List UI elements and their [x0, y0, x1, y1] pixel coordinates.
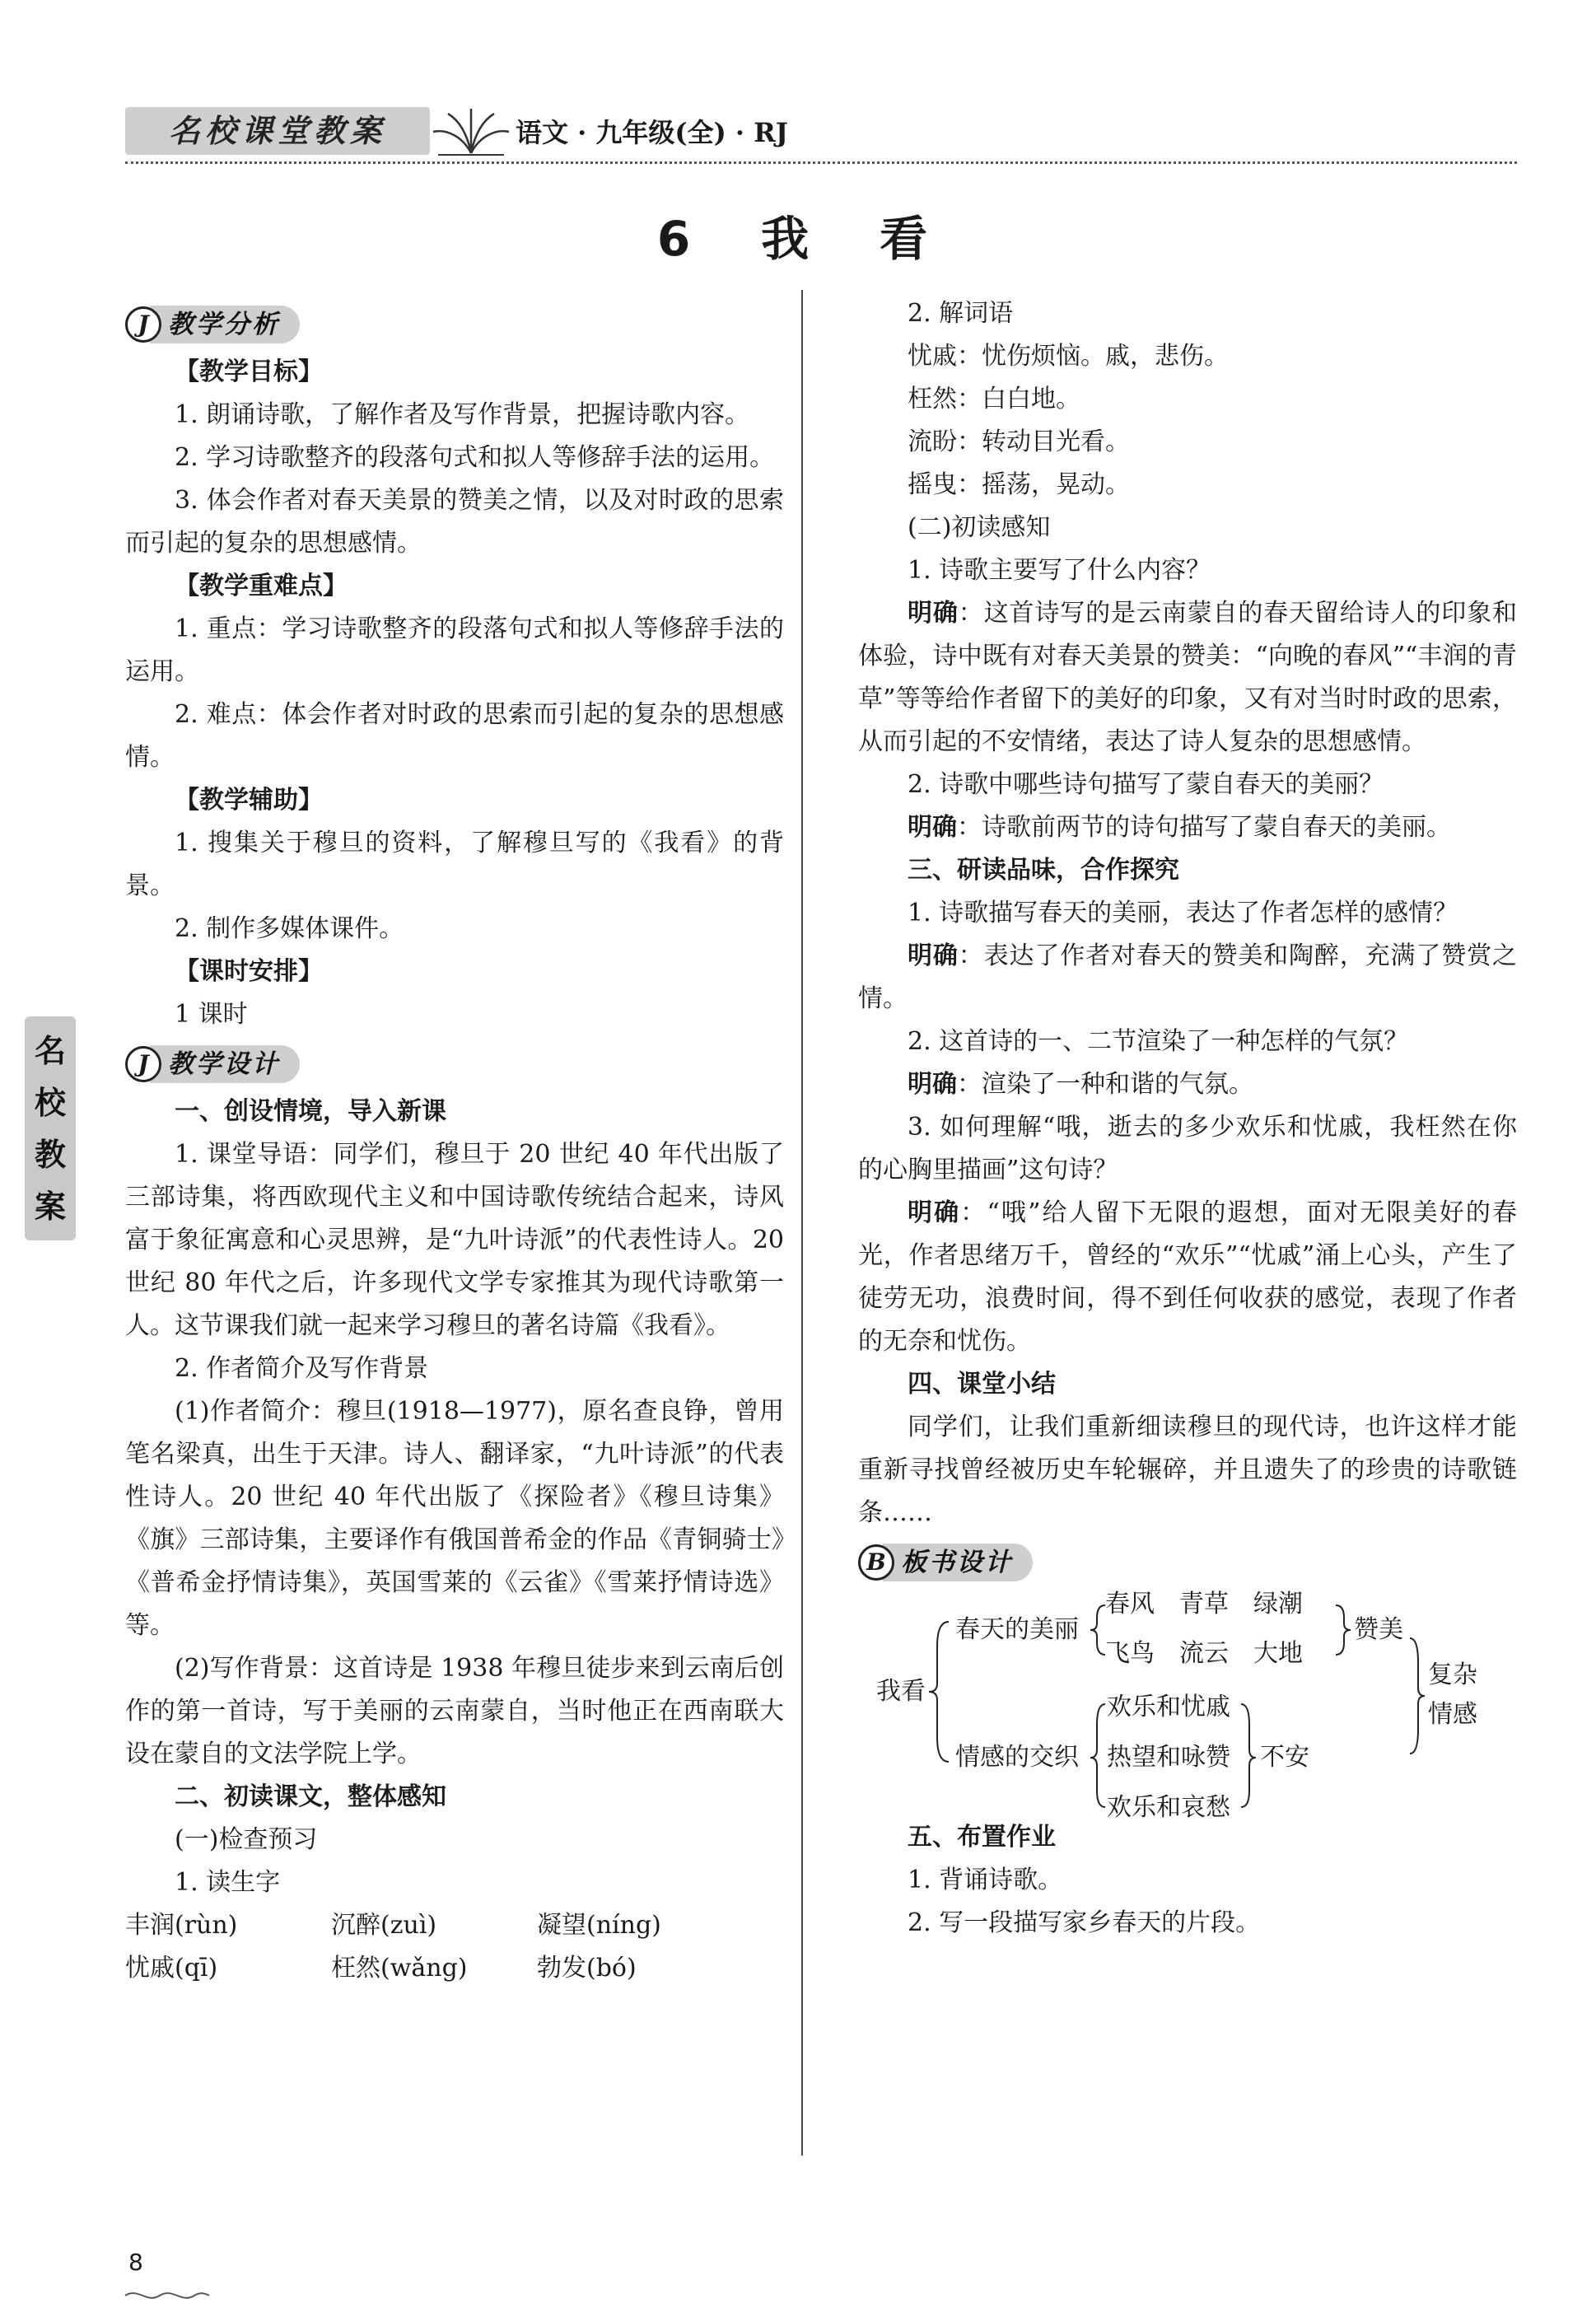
paragraph: (一)检查预习 [175, 1825, 318, 1854]
answer-text: ：诗歌前两节的诗句描写了蒙自春天的美丽。 [957, 813, 1451, 842]
board-leaf: 不安 [1260, 1743, 1309, 1772]
paragraph: 2. 作者简介及写作背景 [175, 1354, 429, 1383]
section-heading: 一、创设情境，导入新课 [175, 1097, 446, 1126]
answer-text: ：表达了作者对春天的赞美和陶醉，充满了赞赏之情。 [858, 941, 1518, 1013]
paragraph: 2. 诗歌中哪些诗句描写了蒙自春天的美丽？ [908, 770, 1384, 799]
board-leaf: 情感 [1428, 1700, 1477, 1729]
goals-heading: 【教学目标】 [175, 357, 323, 386]
paragraph: 2. 写一段描写家乡春天的片段。 [908, 1908, 1261, 1937]
paragraph: (二)初读感知 [908, 513, 1051, 542]
paragraph: 2. 这首诗的一、二节渲染了一种怎样的气氛？ [908, 1027, 1409, 1056]
answer-text: ：这首诗写的是云南蒙自的春天留给诗人的印象和体验，诗中既有对春天美景的赞美：“向晚的春风”“丰润的青草”等等给作者留下的美好的印象，又有对当时时政的思索，从而引起的不安情绪，表达了诗人复杂的思想感情。 [858, 599, 1518, 756]
board-leaf: 热望和咏赞 [1107, 1743, 1230, 1772]
paragraph: 同学们，让我们重新细读穆旦的现代诗，也许这样才能重新寻找曾经被历史车轮辗碎，并且遗失了的珍贵的诗歌链条…… [858, 1413, 1517, 1527]
section-heading: 五、布置作业 [908, 1823, 1056, 1852]
answer [858, 1192, 1517, 1363]
header-brand: 名校课堂教案 [125, 107, 430, 155]
board-leaf: 赞美 [1354, 1615, 1403, 1644]
right-column [858, 292, 1517, 1945]
section-banner-board [858, 1538, 1517, 1587]
side-tab-char: 名 [34, 1032, 66, 1069]
paragraph: 枉然：白白地。 [908, 385, 1080, 413]
lesson-title: 6 我 看 [656, 211, 940, 267]
answer [858, 592, 1517, 764]
vocab-item: 丰润(rùn) [125, 1911, 238, 1940]
section-heading: 四、课堂小结 [908, 1370, 1056, 1399]
paragraph: 2. 制作多媒体课件。 [175, 914, 404, 943]
paragraph: 忧戚：忧伤烦恼。戚，悲伤。 [908, 342, 1229, 371]
side-tab-char: 案 [34, 1188, 66, 1225]
paragraph: 1. 诗歌主要写了什么内容？ [908, 556, 1211, 585]
vocab-item: 勃发(bó) [537, 1954, 637, 1983]
section-heading: 二、初读课文，整体感知 [175, 1782, 446, 1811]
column-divider [801, 290, 803, 2156]
vocab-item: 凝望(níng) [537, 1911, 661, 1940]
paragraph: 1 课时 [175, 1000, 248, 1029]
board-root: 我看 [876, 1677, 926, 1706]
vocab-item: 枉然(wǎng) [331, 1954, 468, 1983]
board-leaf: 欢乐和哀愁 [1107, 1793, 1230, 1822]
section-label: 板书设计 [883, 1544, 1033, 1581]
section-j-icon: J [125, 306, 161, 343]
side-tab-char: 校 [34, 1084, 66, 1121]
paragraph: 摇曳：摇荡，晃动。 [908, 470, 1130, 499]
paragraph: 1. 搜集关于穆旦的资料，了解穆旦写的《我看》的背景。 [125, 829, 784, 900]
section-b-icon: B [858, 1544, 894, 1581]
paragraph: 1. 课堂导语：同学们，穆旦于 20 世纪 40 年代出版了三部诗集，将西欧现代主义和中国诗歌传统结合起来，诗风富于象征寓意和心灵思辨，是“九叶诗派”的代表性诗人。20 世纪 80 年代之后，许多现代文学专家推其为现代诗歌第一人。这节课我们就一起来学习穆旦的著名诗篇《我看》。 [125, 1140, 784, 1340]
answer-label: 明确 [908, 941, 959, 970]
section-banner-analysis [125, 300, 784, 349]
paragraph: 3. 如何理解“哦，逝去的多少欢乐和忧戚，我枉然在你的心胸里描画”这句诗？ [858, 1113, 1517, 1184]
board-branch: 情感的交织 [955, 1743, 1079, 1772]
section-j-icon: J [125, 1046, 161, 1082]
paragraph: 1. 重点：学习诗歌整齐的段落句式和拟人等修辞手法的运用。 [125, 614, 784, 686]
vocab-item: 沉醉(zuì) [331, 1911, 437, 1940]
answer-label: 明确 [908, 1070, 957, 1099]
page-number: 8 [128, 2249, 143, 2276]
answer-label: 明确 [908, 1198, 961, 1227]
paragraph: 2. 学习诗歌整齐的段落句式和拟人等修辞手法的运用。 [175, 443, 775, 472]
paragraph: 1. 读生字 [175, 1868, 281, 1897]
footer-ornament-icon [122, 2286, 212, 2304]
answer [858, 935, 1517, 1021]
section-label: 教学分析 [150, 306, 300, 343]
aid-heading: 【教学辅助】 [175, 786, 323, 815]
side-tab [25, 1016, 76, 1240]
board-leaf: 欢乐和忧戚 [1107, 1693, 1230, 1721]
answer-text: ：渲染了一种和谐的气氛。 [957, 1070, 1253, 1099]
paragraph: (2)写作背景：这首诗是 1938 年穆旦徒步来到云南后创作的第一首诗，写于美丽的云南蒙自，当时他正在西南联大设在蒙自的文法学院上学。 [125, 1654, 784, 1768]
answer-text: ：“哦”给人留下无限的遐想，面对无限美好的春光，作者思绪万千，曾经的“欢乐”“忧戚”涌上心头，产生了徒劳无功，浪费时间，得不到任何收获的感觉，表现了作者的无奈和忧伤。 [858, 1198, 1517, 1356]
answer [858, 806, 1517, 849]
answer-label: 明确 [908, 813, 957, 842]
paragraph: 2. 难点：体会作者对时政的思索而引起的复杂的思想感情。 [125, 700, 784, 772]
paragraph: 3. 体会作者对春天美景的赞美之情，以及对时政的思索而引起的复杂的思想感情。 [125, 486, 784, 558]
vocab-grid [125, 1904, 784, 1990]
side-tab-char: 教 [34, 1136, 66, 1173]
board-design-diagram [858, 1589, 1517, 1822]
board-branch: 春天的美丽 [955, 1615, 1079, 1644]
board-leaf: 飞鸟 流云 大地 [1105, 1639, 1303, 1668]
paragraph: 流盼：转动目光看。 [908, 427, 1130, 456]
section-banner-design [125, 1039, 784, 1089]
header-divider [125, 161, 1517, 164]
paragraph: 1. 朗诵诗歌，了解作者及写作背景，把握诗歌内容。 [175, 400, 750, 429]
paragraph: (1)作者简介：穆旦(1918—1977)，原名查良铮，曾用笔名梁真，出生于天津。诗人、翻译家，“九叶诗派”的代表性诗人。20 世纪 40 年代出版了《探险者》《穆旦诗集》《旗》三部诗集，主要译作有俄国普希金的作品《青铜骑士》《普希金抒情诗集》，英国雪莱的《云雀》《雪莱抒情诗选》等。 [125, 1397, 784, 1640]
board-leaf: 春风 青草 绿潮 [1105, 1590, 1303, 1618]
section-label: 教学设计 [150, 1045, 300, 1083]
paragraph: 1. 背诵诗歌。 [908, 1866, 1063, 1894]
leaf-ornament-icon [430, 104, 512, 158]
paragraph: 1. 诗歌描写春天的美丽，表达了作者怎样的感情？ [908, 899, 1458, 927]
key-heading: 【教学重难点】 [175, 572, 348, 600]
vocab-item: 忧戚(qī) [125, 1954, 218, 1983]
section-heading: 三、研读品味，合作探究 [908, 856, 1179, 885]
header-subtitle: 语文 · 九年级(全) · RJ [516, 117, 788, 148]
answer [858, 1063, 1517, 1106]
left-column [125, 297, 784, 1990]
paragraph: 2. 解词语 [908, 299, 1014, 328]
answer-label: 明确 [908, 599, 959, 628]
time-heading: 【课时安排】 [175, 957, 323, 986]
board-leaf: 复杂 [1428, 1660, 1477, 1689]
